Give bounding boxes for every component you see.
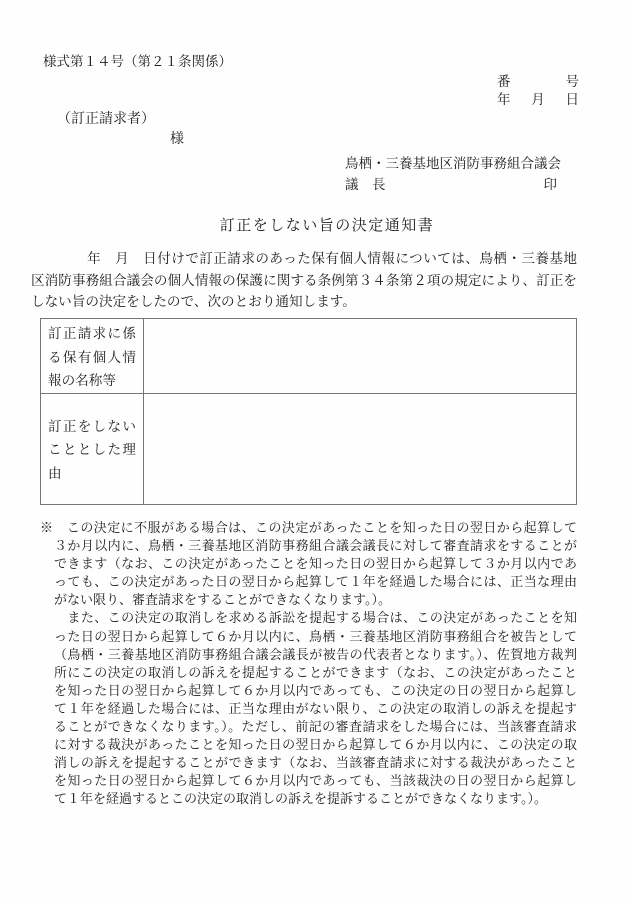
note-line: がない限り、審査請求をすることができなくなります。）。 <box>54 592 391 608</box>
body-paragraph <box>31 248 577 313</box>
seal-mark: 印 <box>543 177 557 192</box>
note-line: て１年を経過した場合には、正当な理由がない限り、この決定の取消しの訴えを提起す <box>54 700 577 716</box>
table-label-reason: 訂正をしないこととした理由 <box>41 393 144 504</box>
table-row-name <box>41 319 577 394</box>
table-row-reason <box>41 393 577 504</box>
date-day-label: 日 <box>565 92 579 107</box>
note-line: また、この決定の取消しを求める訴訟を提起する場合は、この決定があったことを知 <box>54 610 577 626</box>
note-line: っても、この決定があった日の翌日から起算して１年を経過した場合には、正当な理由 <box>54 574 577 590</box>
note-line: に対する裁決があったことを知った日の翌日から起算して６か月以内に、この決定の取 <box>54 737 577 753</box>
form-number: 様式第１４号（第２１条関係） <box>43 54 232 69</box>
issuer-organization: 鳥栖・三養基地区消防事務組合議会 <box>345 156 561 171</box>
document-number-line <box>497 70 579 90</box>
issuer-title: 議 長 <box>345 177 386 192</box>
date-year-label: 年 <box>497 92 511 107</box>
note-line: できます（なお、この決定があったことを知った日の翌日から起算して３か月以内であ <box>54 556 577 572</box>
remarks-note <box>40 519 577 809</box>
paragraph-line: しない旨の決定をしたので、次のとおり通知します。 <box>31 294 356 309</box>
addressee-honorific: 様 <box>170 132 184 147</box>
note-line: 所にこの決定の取消しの訴えを提起することができます（なお、この決定があったこと <box>54 664 577 680</box>
note-line: を知った日の翌日から起算して６か月以内であっても、この決定の日の翌日から起算し <box>54 682 577 698</box>
note-line: （鳥栖・三養基地区消防事務組合議会議長が被告の代表者となります。）、佐賀地方裁判 <box>54 646 577 662</box>
paragraph-line: 年 月 日付けで訂正請求のあった保有個人情報については、鳥栖・三養基地 <box>31 251 577 266</box>
number-suffix: 号 <box>565 74 579 89</box>
date-line <box>497 88 579 108</box>
note-line: ることができなくなります。）。ただし、前記の審査請求をした場合には、当該審査請求 <box>54 719 577 735</box>
addressee-label: （訂正請求者） <box>57 112 155 127</box>
table-value-held-info-name <box>144 319 577 394</box>
document-title: 訂正をしない旨の決定通知書 <box>219 218 435 234</box>
number-label: 番 <box>497 74 511 89</box>
issuer-title-line <box>345 173 557 193</box>
table-value-reason <box>144 393 577 504</box>
note-line: った日の翌日から起算して６か月以内に、鳥栖・三養基地区消防事務組合を被告として <box>54 628 577 644</box>
note-line: 消しの訴えを提起することができます（なお、当該審査請求に対する裁決があったこと <box>54 755 577 771</box>
note-line: て１年を経過するとこの決定の取消しの訴えを提訴することができなくなります。）。 <box>54 791 547 807</box>
paragraph-line: 区消防事務組合議会の個人情報の保護に関する条例第３４条第２項の規定により、訂正を <box>31 272 577 288</box>
date-month-label: 月 <box>531 92 545 107</box>
note-line: ３か月以内に、鳥栖・三養基地区消防事務組合議会議長に対して審査請求をすることが <box>54 538 577 554</box>
note-line: を知った日の翌日から起算して６か月以内であっても、当該裁決の日の翌日から起算し <box>54 773 577 789</box>
table-label-held-info-name: 訂正請求に係る保有個人情報の名称等 <box>41 319 144 394</box>
form-table <box>40 318 577 505</box>
note-line: ※ この決定に不服がある場合は、この決定があったことを知った日の翌日から起算して <box>40 520 577 535</box>
